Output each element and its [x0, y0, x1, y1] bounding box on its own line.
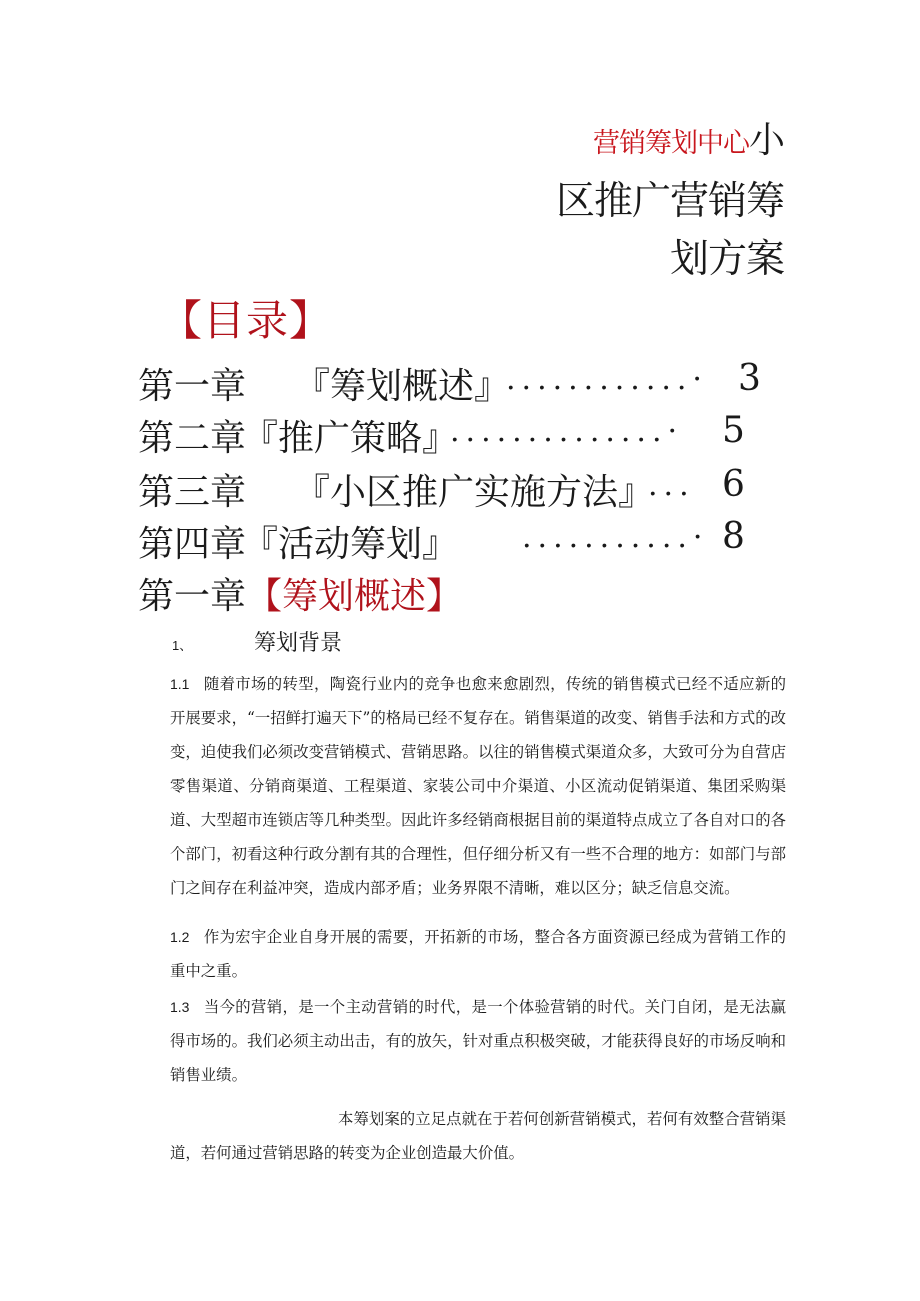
paragraph-number: 1.3	[170, 999, 190, 1015]
toc-title: 『筹划概述』	[294, 366, 511, 407]
paragraph-text: 随着市场的转型，陶瓷行业内的竞争也愈来愈剧烈，传统的销售模式已经不适应新的开展要求，“一招鲜打遍天下”的格局已经不复存在。销售渠道的改变、销售手法和方式的改变，迫使我们必须改变营销模式、营销思路。以往的销售模式渠道众多，大致可分为自营店零售渠道、分销商渠道、工程渠道、家装公司中介渠道、小区流动促销渠道、集团采购渠道、大型超市连锁店等几种类型。因此许多经销商根据目前的渠道特点成立了各自对口的各个部门，初看这种行政分割有其的合理性，但仔细分析又有一些不合理的地方：如部门与部门之间存在利益冲突，造成内部矛盾；业务界限不清晰，难以区分；缺乏信息交流。	[170, 675, 786, 897]
title-red-part: 营销筹划中心	[592, 128, 749, 159]
toc-chapter: 第四章	[138, 524, 247, 565]
toc-leader-dots: ............·	[506, 362, 708, 397]
toc-chapter: 第二章	[138, 418, 247, 459]
section-number: 1、	[172, 638, 193, 653]
chapter-heading	[138, 568, 462, 619]
paragraph	[170, 667, 786, 905]
closing-paragraph: 本筹划案的立足点就在于若何创新营销模式，若何有效整合营销渠道，若何通过营销思路的转变为企业创造最大价值。	[170, 1110, 786, 1162]
toc-leader-dots: ..............·	[450, 414, 684, 449]
paragraph	[170, 920, 786, 988]
chapter-prefix: 第一章	[138, 576, 247, 617]
toc-page-number: 6	[722, 464, 745, 505]
section-title: 筹划背景	[254, 631, 343, 656]
title-black-part: 小	[748, 120, 784, 161]
toc-title: 『推广策略』	[242, 418, 459, 459]
toc-page-number: 3	[738, 358, 761, 399]
toc-heading: 【目录】	[160, 296, 333, 345]
document-title-line-2: 区推广营销筹	[555, 179, 784, 224]
toc-page-number: 5	[722, 410, 745, 451]
section-heading	[172, 626, 342, 657]
paragraph-text: 当今的营销，是一个主动营销的时代，是一个体验营销的时代。关门自闭，是无法赢得市场的。我们必须主动出击，有的放矢，针对重点积极突破，才能获得良好的市场反响和销售业绩。	[170, 998, 786, 1084]
toc-title: 『活动筹划』	[242, 524, 459, 565]
paragraph-number: 1.1	[170, 676, 190, 692]
paragraph	[170, 990, 786, 1092]
toc-page-number: 8	[722, 516, 745, 557]
toc-leader-dots: ...	[648, 468, 695, 503]
toc-leader-dots: ...........·	[522, 520, 709, 555]
chapter-title: 【筹划概述】	[246, 576, 463, 617]
toc-chapter: 第三章	[138, 472, 247, 513]
toc-chapter: 第一章	[138, 366, 247, 407]
toc-title: 『小区推广实施方法』	[294, 472, 655, 513]
paragraph-text: 作为宏宇企业自身开展的需要，开拓新的市场，整合各方面资源已经成为营销工作的重中之重。	[170, 928, 786, 980]
document-title-line-1	[593, 112, 784, 163]
paragraph-number: 1.2	[170, 929, 190, 945]
document-title-line-3: 划方案	[669, 237, 784, 282]
